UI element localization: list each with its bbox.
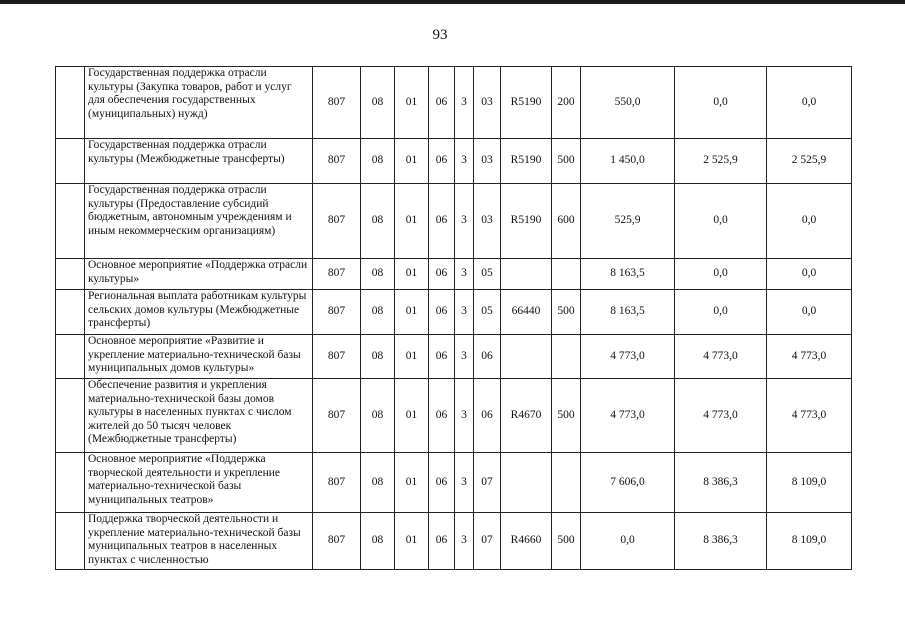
name-cell: Государственная поддержка отрасли культуры (Межбюджетные трансферты) [85, 139, 313, 184]
name-cell: Обеспечение развития и укрепления материально-технической базы домов культуры в населенных пунктах с числом жителей до 50 тысяч человек (Межбюджетные трансферты) [85, 379, 313, 453]
program-cell: 06 [429, 290, 455, 335]
top-border [0, 0, 905, 4]
number-cell [56, 453, 85, 513]
amount-year1-cell: 1 450,0 [581, 139, 675, 184]
grbs-cell: 807 [313, 335, 361, 379]
program-cell: 06 [429, 379, 455, 453]
target-article-cell: R5190 [501, 184, 552, 259]
amount-year2-cell: 8 386,3 [675, 513, 767, 570]
table-row [56, 184, 852, 259]
subprogram-cell: 3 [455, 513, 474, 570]
amount-year3-cell: 0,0 [767, 184, 852, 259]
event-cell: 03 [474, 139, 501, 184]
table-row [56, 335, 852, 379]
amount-year1-cell: 550,0 [581, 67, 675, 139]
table-row [56, 379, 852, 453]
amount-year2-cell: 2 525,9 [675, 139, 767, 184]
target-article-cell [501, 259, 552, 290]
subsection-cell: 01 [395, 259, 429, 290]
target-article-cell: R5190 [501, 67, 552, 139]
section-cell: 08 [361, 335, 395, 379]
table-row [56, 139, 852, 184]
grbs-cell: 807 [313, 67, 361, 139]
expense-type-cell [552, 259, 581, 290]
amount-year1-cell: 8 163,5 [581, 290, 675, 335]
amount-year1-cell: 7 606,0 [581, 453, 675, 513]
event-cell: 07 [474, 513, 501, 570]
expense-type-cell: 500 [552, 513, 581, 570]
target-article-cell: R4660 [501, 513, 552, 570]
amount-year1-cell: 525,9 [581, 184, 675, 259]
name-cell: Основное мероприятие «Развитие и укрепление материально-технической базы муниципальных домов культуры» [85, 335, 313, 379]
subsection-cell: 01 [395, 290, 429, 335]
amount-year2-cell: 0,0 [675, 184, 767, 259]
name-cell: Поддержка творческой деятельности и укрепление материально-технической базы муниципальных театров в населенных пунктах с численностью [85, 513, 313, 570]
section-cell: 08 [361, 290, 395, 335]
expense-type-cell: 200 [552, 67, 581, 139]
table-body [56, 67, 852, 570]
section-cell: 08 [361, 453, 395, 513]
expense-type-cell: 500 [552, 290, 581, 335]
subprogram-cell: 3 [455, 184, 474, 259]
program-cell: 06 [429, 453, 455, 513]
subprogram-cell: 3 [455, 67, 474, 139]
target-article-cell: 66440 [501, 290, 552, 335]
expense-type-cell: 500 [552, 139, 581, 184]
name-cell: Государственная поддержка отрасли культуры (Закупка товаров, работ и услуг для обеспечения государственных (муниципальных) нужд) [85, 67, 313, 139]
number-cell [56, 259, 85, 290]
page-number: 93 [432, 27, 448, 43]
amount-year2-cell: 4 773,0 [675, 335, 767, 379]
section-cell: 08 [361, 67, 395, 139]
program-cell: 06 [429, 67, 455, 139]
event-cell: 06 [474, 379, 501, 453]
event-cell: 07 [474, 453, 501, 513]
amount-year3-cell: 2 525,9 [767, 139, 852, 184]
program-cell: 06 [429, 259, 455, 290]
target-article-cell: R4670 [501, 379, 552, 453]
amount-year3-cell: 8 109,0 [767, 513, 852, 570]
event-cell: 03 [474, 67, 501, 139]
amount-year2-cell: 0,0 [675, 290, 767, 335]
table-row [56, 290, 852, 335]
subsection-cell: 01 [395, 379, 429, 453]
program-cell: 06 [429, 513, 455, 570]
name-cell: Региональная выплата работникам культуры сельских домов культуры (Межбюджетные трансферты) [85, 290, 313, 335]
section-cell: 08 [361, 139, 395, 184]
event-cell: 05 [474, 290, 501, 335]
grbs-cell: 807 [313, 379, 361, 453]
number-cell [56, 290, 85, 335]
grbs-cell: 807 [313, 513, 361, 570]
number-cell [56, 513, 85, 570]
name-cell: Государственная поддержка отрасли культуры (Предоставление субсидий бюджетным, автономным учреждениям и иным некоммерческим организациям) [85, 184, 313, 259]
program-cell: 06 [429, 184, 455, 259]
budget-table [55, 66, 852, 570]
grbs-cell: 807 [313, 259, 361, 290]
subsection-cell: 01 [395, 139, 429, 184]
target-article-cell: R5190 [501, 139, 552, 184]
number-cell [56, 379, 85, 453]
table-row [56, 513, 852, 570]
section-cell: 08 [361, 184, 395, 259]
table-row [56, 259, 852, 290]
target-article-cell [501, 453, 552, 513]
event-cell: 05 [474, 259, 501, 290]
event-cell: 03 [474, 184, 501, 259]
subprogram-cell: 3 [455, 379, 474, 453]
grbs-cell: 807 [313, 139, 361, 184]
subprogram-cell: 3 [455, 139, 474, 184]
subsection-cell: 01 [395, 335, 429, 379]
amount-year3-cell: 8 109,0 [767, 453, 852, 513]
section-cell: 08 [361, 513, 395, 570]
amount-year1-cell: 4 773,0 [581, 379, 675, 453]
amount-year3-cell: 0,0 [767, 259, 852, 290]
grbs-cell: 807 [313, 184, 361, 259]
subprogram-cell: 3 [455, 453, 474, 513]
amount-year1-cell: 0,0 [581, 513, 675, 570]
amount-year1-cell: 4 773,0 [581, 335, 675, 379]
number-cell [56, 184, 85, 259]
name-cell: Основное мероприятие «Поддержка отрасли культуры» [85, 259, 313, 290]
amount-year3-cell: 4 773,0 [767, 379, 852, 453]
amount-year3-cell: 0,0 [767, 67, 852, 139]
amount-year2-cell: 8 386,3 [675, 453, 767, 513]
subprogram-cell: 3 [455, 290, 474, 335]
number-cell [56, 67, 85, 139]
amount-year2-cell: 0,0 [675, 67, 767, 139]
subsection-cell: 01 [395, 513, 429, 570]
subsection-cell: 01 [395, 184, 429, 259]
subprogram-cell: 3 [455, 335, 474, 379]
program-cell: 06 [429, 139, 455, 184]
section-cell: 08 [361, 259, 395, 290]
name-cell: Основное мероприятие «Поддержка творческой деятельности и укрепление материально-технической базы муниципальных театров» [85, 453, 313, 513]
subsection-cell: 01 [395, 453, 429, 513]
event-cell: 06 [474, 335, 501, 379]
grbs-cell: 807 [313, 290, 361, 335]
section-cell: 08 [361, 379, 395, 453]
expense-type-cell [552, 335, 581, 379]
expense-type-cell: 600 [552, 184, 581, 259]
expense-type-cell [552, 453, 581, 513]
amount-year1-cell: 8 163,5 [581, 259, 675, 290]
amount-year2-cell: 4 773,0 [675, 379, 767, 453]
amount-year2-cell: 0,0 [675, 259, 767, 290]
amount-year3-cell: 4 773,0 [767, 335, 852, 379]
table-row [56, 453, 852, 513]
number-cell [56, 139, 85, 184]
expense-type-cell: 500 [552, 379, 581, 453]
amount-year3-cell: 0,0 [767, 290, 852, 335]
table-row [56, 67, 852, 139]
subsection-cell: 01 [395, 67, 429, 139]
program-cell: 06 [429, 335, 455, 379]
subprogram-cell: 3 [455, 259, 474, 290]
target-article-cell [501, 335, 552, 379]
number-cell [56, 335, 85, 379]
grbs-cell: 807 [313, 453, 361, 513]
